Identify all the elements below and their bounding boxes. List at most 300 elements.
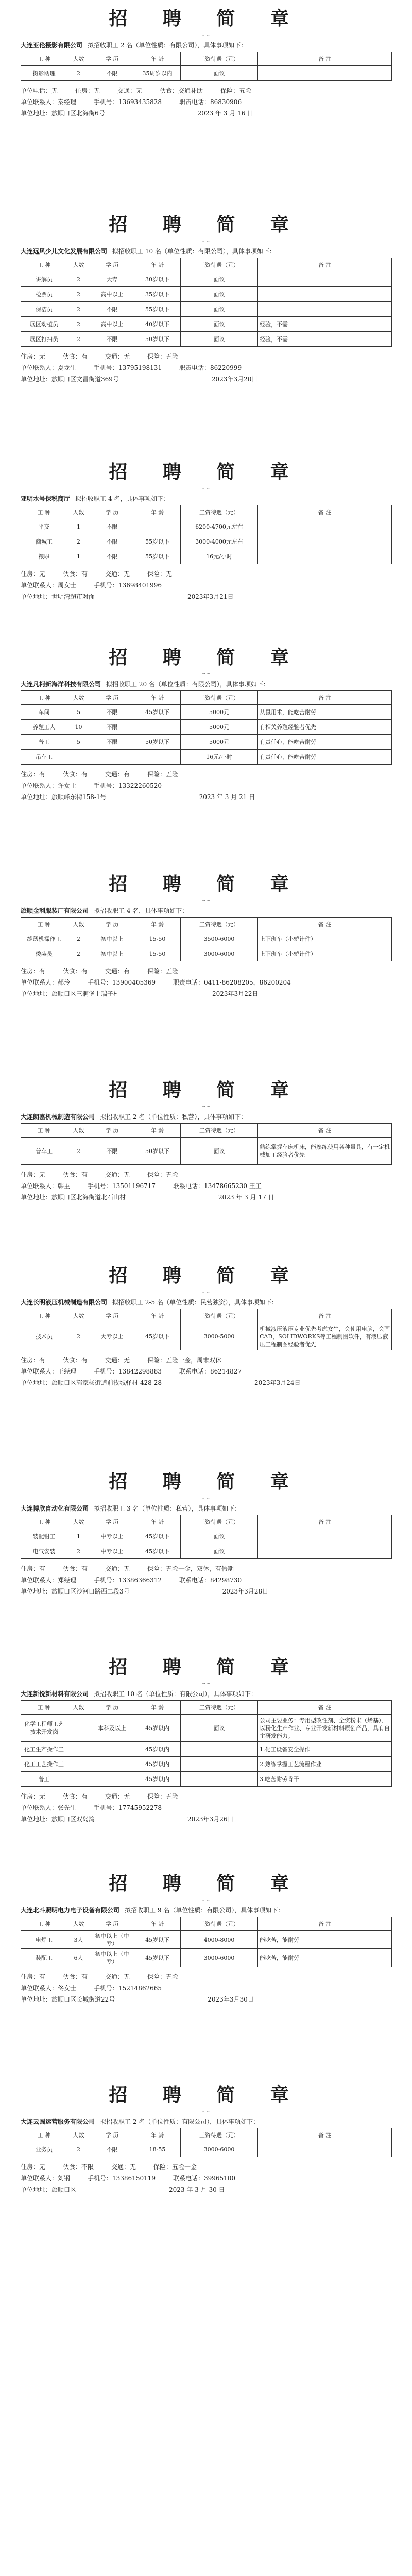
notice-intro — [21, 1502, 391, 1515]
notice-address-line — [21, 374, 391, 385]
company-name: 大连凡柯新海洋科技有限公司 — [21, 681, 101, 688]
table-cell — [67, 1742, 90, 1757]
table-cell: 15-50 — [134, 946, 181, 961]
notice-meta-item: 交通：有 — [105, 968, 130, 975]
table-cell: 面议 — [181, 1529, 258, 1544]
table-header-cell: 工 种 — [21, 1917, 67, 1931]
notice-contact-item: 职责电话：0411-86208205，86200204 — [173, 979, 291, 986]
table-cell: 面议 — [181, 66, 258, 81]
table-cell: 平交 — [21, 519, 67, 534]
table-cell — [67, 1757, 90, 1772]
table-cell — [90, 1757, 134, 1772]
table-header-cell: 备 注 — [258, 258, 392, 272]
notice-title: 招 聘 简 章 — [109, 214, 303, 235]
notice-meta-line — [21, 1169, 391, 1180]
table-cell: 45岁以下 — [134, 705, 181, 720]
table-cell: 55岁以下 — [134, 302, 181, 317]
table-cell: 2 — [67, 931, 90, 946]
notice-address-item: 单位地址：旅顺口区长城街道22号 — [21, 1996, 115, 2003]
table-row — [21, 2142, 392, 2157]
notice-contact-item: 手机号：17745952278 — [94, 1804, 162, 1811]
notice-meta-item: 交通：有 — [105, 771, 130, 778]
notice-contact-item: 单位联系人：刘钢 — [21, 2175, 71, 2182]
table-row — [21, 1931, 392, 1949]
table-cell — [258, 519, 392, 534]
title-divider-icon: ∽∽ — [201, 1290, 211, 1295]
notice-intro — [21, 245, 391, 258]
table-header-cell: 学 历 — [90, 52, 134, 66]
table-cell: 装配钳工 — [21, 1529, 67, 1544]
table-header-cell: 工 种 — [21, 691, 67, 705]
company-name: 大连远风少儿文化发展有限公司 — [21, 248, 108, 255]
table-cell: 保洁员 — [21, 302, 67, 317]
notice-meta-item: 住房：无 — [75, 87, 100, 94]
notice-contact-item: 职责电话：86220999 — [179, 364, 242, 371]
table-header-cell: 工 种 — [21, 505, 67, 519]
notice-contact-line — [21, 1574, 391, 1586]
notice-contact-line — [21, 1366, 391, 1377]
table-header-cell: 人数 — [67, 1309, 90, 1323]
company-name: 大连长明液压机械制造有限公司 — [21, 1299, 108, 1306]
company-name: 大连新悦新材料有限公司 — [21, 1690, 89, 1698]
table-cell: 面议 — [181, 1715, 258, 1742]
notice-address-item: 单位地址：旅顺峰东街158-1号 — [21, 793, 107, 801]
table-cell: 5 — [67, 705, 90, 720]
notice-meta-item: 交通：无 — [105, 570, 130, 578]
notice-contact-item: 单位联系人：郝玲 — [21, 979, 71, 986]
job-table — [21, 1917, 392, 1967]
table-cell: 大专以上 — [90, 1323, 134, 1350]
notice-title: 招 聘 简 章 — [109, 8, 303, 29]
table-cell: 上下班车（小轿计件） — [258, 946, 392, 961]
table-cell: 初中以上 — [90, 931, 134, 946]
company-name: 大连亚伦摄影有限公司 — [21, 42, 83, 49]
notice-intro — [21, 39, 391, 52]
notice-meta-line — [21, 1563, 391, 1574]
table-cell: 6人 — [67, 1949, 90, 1967]
table-cell: 不限 — [90, 549, 134, 564]
recruitment-notice — [21, 2081, 391, 2195]
notice-meta-line — [21, 965, 391, 977]
table-cell: 3000-6000 — [181, 1949, 258, 1967]
title-divider-icon: ∽∽ — [201, 1104, 211, 1110]
notice-contact-item: 手机号：13693435828 — [94, 98, 162, 106]
job-table — [21, 258, 392, 347]
notice-contact-item: 单位联系人：夏龙生 — [21, 364, 77, 371]
table-cell: 3.吃苦耐劳肯干 — [258, 1772, 392, 1787]
notice-contact-line — [21, 2173, 391, 2184]
title-divider-icon: ∽∽ — [201, 2109, 211, 2114]
table-header-cell: 年 龄 — [134, 1309, 181, 1323]
table-cell: 50岁以下 — [134, 735, 181, 750]
table-row — [21, 287, 392, 302]
notice-address-item: 2023 年 3 月 16 日 — [197, 110, 254, 117]
table-cell: 不限 — [90, 1138, 134, 1165]
table-cell: 本科及以上 — [90, 1715, 134, 1742]
company-name: 大连北斗照明电力电子设备有限公司 — [21, 1907, 120, 1914]
table-header-cell: 工资待遇（元） — [181, 258, 258, 272]
recruitment-notice — [21, 1077, 391, 1203]
table-cell: 2 — [67, 272, 90, 287]
notice-meta-item: 住房：有 — [21, 1565, 46, 1572]
recruitment-notice — [21, 644, 391, 803]
notice-contact-line — [21, 780, 391, 791]
table-cell: 高中以上 — [90, 317, 134, 332]
table-header-cell: 学 历 — [90, 258, 134, 272]
table-header-cell: 工资待遇（元） — [181, 2128, 258, 2142]
table-header-row — [21, 1917, 392, 1931]
table-cell: 面议 — [181, 302, 258, 317]
notice-address-item: 2023年3月24日 — [254, 1379, 301, 1386]
table-row — [21, 1772, 392, 1787]
notice-address-line — [21, 791, 391, 803]
table-cell — [258, 287, 392, 302]
table-row — [21, 1138, 392, 1165]
notice-contact-item: 手机号：13386150119 — [88, 2175, 156, 2182]
notice-address-item: 单位地址：旅顺口区三涧堡上瑞子村 — [21, 990, 120, 997]
notice-address-line — [21, 108, 391, 119]
notice-meta-item: 交通：无 — [105, 1973, 130, 1980]
notice-address-item: 单位地址：世明湾超市对面 — [21, 593, 95, 600]
title-divider-icon: ∽∽ — [201, 239, 211, 244]
table-header-cell: 工 种 — [21, 918, 67, 931]
table-row — [21, 705, 392, 720]
table-header-row — [21, 2128, 392, 2142]
table-cell: 有相关养殖经验者优先 — [258, 720, 392, 735]
table-cell: 5000元 — [181, 705, 258, 720]
table-cell: 18-55 — [134, 2142, 181, 2157]
table-row — [21, 931, 392, 946]
table-row — [21, 519, 392, 534]
table-cell: 2 — [67, 332, 90, 347]
intro-text: 拟招收职工 2 名（单位性质：有限公司），具体事项如下： — [88, 42, 247, 49]
table-cell: 2 — [67, 1138, 90, 1165]
notice-meta-item: 伙食：交通补助 — [160, 87, 203, 94]
company-name: 旅顺金利服装厂有限公司 — [21, 907, 89, 914]
table-header-cell: 备 注 — [258, 1309, 392, 1323]
table-cell: 能吃苦，能耐劳 — [258, 1949, 392, 1967]
notice-title: 招 聘 简 章 — [109, 873, 303, 895]
table-cell: 45岁以内 — [134, 1742, 181, 1757]
table-row — [21, 302, 392, 317]
notice-meta-item: 伙食：有 — [63, 353, 88, 360]
table-header-cell: 工资待遇（元） — [181, 1515, 258, 1529]
table-cell: 15-50 — [134, 931, 181, 946]
notice-meta-item: 伙食：有 — [63, 1565, 88, 1572]
table-row — [21, 549, 392, 564]
table-cell: 大专 — [90, 272, 134, 287]
table-row — [21, 332, 392, 347]
notice-meta-item: 保险：五险 — [147, 1171, 179, 1178]
table-row — [21, 1715, 392, 1742]
table-cell: 2 — [67, 302, 90, 317]
table-header-cell: 年 龄 — [134, 1515, 181, 1529]
table-cell: 有责任心，能吃苦耐劳 — [258, 735, 392, 750]
table-cell — [67, 1772, 90, 1787]
notice-meta-item: 保险：五险 — [147, 1793, 179, 1800]
table-cell: 45岁以内 — [134, 1757, 181, 1772]
table-header-cell: 学 历 — [90, 1515, 134, 1529]
notice-meta-item: 住房：无 — [21, 1171, 46, 1178]
notice-title: 招 聘 简 章 — [109, 1079, 303, 1101]
notice-contact-item: 单位联系人：佟女士 — [21, 1985, 77, 1992]
title-divider-icon: ∽∽ — [201, 1897, 211, 1903]
notice-intro — [21, 1111, 391, 1123]
notice-contact-item: 手机号：13322260520 — [94, 782, 162, 789]
table-cell: 检票员 — [21, 287, 67, 302]
table-header-cell: 工资待遇（元） — [181, 1917, 258, 1931]
table-cell: 经验，不需 — [258, 332, 392, 347]
notice-contact-item: 联系电话：84298730 — [179, 1577, 242, 1584]
notice-contact-item: 单位联系人：韩主 — [21, 1182, 71, 1190]
table-cell: 机械液压液压专业优先考虑女生，会使用电脑，会画CAD，SOLIDWORKS等工程制图软件，有液压液压工程制图经验者优先 — [258, 1323, 392, 1350]
table-cell — [134, 519, 181, 534]
table-cell: 缝纫机操作工 — [21, 931, 67, 946]
notice-meta-item: 保险：五险 — [147, 353, 179, 360]
notice-contact-item: 职责电话：86830906 — [179, 98, 242, 106]
table-cell — [258, 66, 392, 81]
table-cell: 高中以上 — [90, 287, 134, 302]
table-cell: 面议 — [181, 1544, 258, 1559]
notice-meta-item: 交通：无 — [111, 2163, 136, 2171]
table-cell: 能吃苦，能耐劳 — [258, 1931, 392, 1949]
table-cell: 2 — [67, 287, 90, 302]
table-cell: 展区打扫员 — [21, 332, 67, 347]
title-divider-icon: ∽∽ — [201, 671, 211, 677]
table-cell — [90, 1742, 134, 1757]
notice-meta-line — [21, 85, 391, 96]
table-cell: 3000-6000 — [181, 2142, 258, 2157]
job-table — [21, 1309, 392, 1350]
table-header-cell: 工资待遇（元） — [181, 691, 258, 705]
table-cell: 吊车工 — [21, 750, 67, 765]
table-header-cell: 备 注 — [258, 1701, 392, 1715]
table-cell: 45岁以下 — [134, 1931, 181, 1949]
table-cell: 45岁以下 — [134, 1323, 181, 1350]
notice-meta-item: 保险：五险一金，双休，有假期 — [147, 1565, 234, 1572]
notice-address-item: 2023年3月21日 — [187, 593, 234, 600]
table-cell: 化工生产操作工 — [21, 1742, 67, 1757]
table-header-cell: 人数 — [67, 1701, 90, 1715]
notice-contact-item: 单位联系人：周女士 — [21, 582, 77, 589]
notice-contact-line — [21, 362, 391, 374]
job-table — [21, 1515, 392, 1559]
notice-title: 招 聘 简 章 — [109, 1873, 303, 1894]
table-header-cell: 备 注 — [258, 2128, 392, 2142]
notice-address-item: 2023年3月30日 — [208, 1996, 254, 2003]
table-cell — [258, 302, 392, 317]
table-cell: 熟练掌握车床机床，能熟练使用各种量具，有一定机械加工经验者优先 — [258, 1138, 392, 1165]
job-table — [21, 690, 392, 765]
table-cell: 展区动植员 — [21, 317, 67, 332]
notice-address-item: 2023 年 3 月 21 日 — [199, 793, 255, 801]
table-header-row — [21, 691, 392, 705]
table-cell: 45岁以下 — [134, 1949, 181, 1967]
notice-title: 招 聘 简 章 — [109, 1265, 303, 1286]
table-row — [21, 1757, 392, 1772]
notice-meta-item: 伙食：有 — [63, 1357, 88, 1364]
notice-contact-item: 单位联系人：王经理 — [21, 1368, 77, 1375]
table-cell: 面议 — [181, 272, 258, 287]
table-cell: 10 — [67, 720, 90, 735]
table-cell — [90, 750, 134, 765]
notice-meta-item: 住房：无 — [21, 2163, 46, 2171]
table-header-cell: 备 注 — [258, 505, 392, 519]
table-cell: 3000-6000 — [181, 946, 258, 961]
notice-contact-item: 手机号：13386366312 — [94, 1577, 162, 1584]
job-table — [21, 1123, 392, 1165]
notice-address-item: 单位地址：旅顺口区郭家杨街道前牧城驿村 428-28 — [21, 1379, 162, 1386]
table-header-cell: 学 历 — [90, 918, 134, 931]
table-cell: 从鼠用术，能吃苦耐劳 — [258, 705, 392, 720]
intro-text: 拟招收职工 2 名（单位性质：有限公司），具体事项如下： — [100, 2118, 260, 2125]
table-header-cell: 工 种 — [21, 1309, 67, 1323]
notice-meta-item: 伙食：有 — [63, 968, 88, 975]
notice-meta-item: 单位电话：无 — [21, 87, 58, 94]
notice-contact-item: 手机号：13795198131 — [94, 364, 162, 371]
table-cell: 化学工程师工艺技术开发岗 — [21, 1715, 67, 1742]
table-cell: 不限 — [90, 302, 134, 317]
notice-contact-item: 单位联系人：郑经理 — [21, 1577, 77, 1584]
table-header-cell: 备 注 — [258, 1124, 392, 1138]
table-header-cell: 学 历 — [90, 1309, 134, 1323]
notice-meta-line — [21, 2161, 391, 2173]
table-header-cell: 备 注 — [258, 1917, 392, 1931]
table-cell: 讲解员 — [21, 272, 67, 287]
notice-meta-item: 交通：无 — [105, 1793, 130, 1800]
table-row — [21, 1323, 392, 1350]
notice-meta-item: 交通：无 — [105, 1171, 130, 1178]
table-header-cell: 年 龄 — [134, 505, 181, 519]
notice-meta-item: 交通：无 — [117, 87, 143, 94]
table-cell: 技术员 — [21, 1323, 67, 1350]
table-header-cell: 年 龄 — [134, 52, 181, 66]
table-cell: 40岁以下 — [134, 317, 181, 332]
notice-address-item: 单位地址：旅顺口区北海街6号 — [21, 110, 105, 117]
table-cell — [258, 1544, 392, 1559]
notice-address-line — [21, 1377, 391, 1388]
table-header-row — [21, 1515, 392, 1529]
notice-meta-item: 伙食：有 — [63, 1171, 88, 1178]
table-cell: 不限 — [90, 534, 134, 549]
notice-address-item: 单位地址：旅顺口区双岛湾 — [21, 1816, 95, 1823]
notice-contact-line — [21, 580, 391, 591]
job-table — [21, 917, 392, 961]
recruitment-notice — [21, 1870, 391, 2005]
notice-meta-item: 保险：五险一金，周末双休 — [147, 1357, 222, 1364]
table-header-cell: 工资待遇（元） — [181, 918, 258, 931]
title-divider-icon: ∽∽ — [201, 486, 211, 492]
table-header-cell: 学 历 — [90, 1124, 134, 1138]
table-row — [21, 1949, 392, 1967]
table-header-cell: 备 注 — [258, 918, 392, 931]
table-cell: 5000元 — [181, 720, 258, 735]
table-cell: 2 — [67, 946, 90, 961]
table-header-cell: 学 历 — [90, 1917, 134, 1931]
table-cell: 2 — [67, 317, 90, 332]
table-header-row — [21, 1309, 392, 1323]
table-header-cell: 人数 — [67, 505, 90, 519]
table-cell: 2 — [67, 66, 90, 81]
recruitment-notice — [21, 1262, 391, 1388]
table-header-cell: 学 历 — [90, 691, 134, 705]
notice-contact-item: 手机号：13698401996 — [94, 582, 162, 589]
table-cell: 摄影助理 — [21, 66, 67, 81]
notice-address-item: 2023 年 3 月 30 日 — [169, 2186, 225, 2193]
title-divider-icon: ∽∽ — [201, 1496, 211, 1501]
table-cell: 不限 — [90, 66, 134, 81]
table-cell: 不限 — [90, 332, 134, 347]
table-cell — [258, 549, 392, 564]
table-cell: 商城工 — [21, 534, 67, 549]
table-header-cell: 工 种 — [21, 1124, 67, 1138]
table-row — [21, 1544, 392, 1559]
notice-meta-item: 保险：无 — [147, 570, 173, 578]
table-header-cell: 工 种 — [21, 1515, 67, 1529]
notice-intro — [21, 1688, 391, 1700]
table-cell: 55岁以下 — [134, 549, 181, 564]
intro-text: 拟招收职工 3 名（单位性质：私营），具体事项如下： — [94, 1505, 241, 1512]
table-header-cell: 人数 — [67, 1917, 90, 1931]
table-cell: 中专以上 — [90, 1529, 134, 1544]
notice-meta-item: 住房：有 — [21, 771, 46, 778]
notice-meta-item: 住房：无 — [21, 353, 46, 360]
notice-contact-line — [21, 1982, 391, 1994]
table-cell: 16元/小时 — [181, 549, 258, 564]
notice-meta-item: 伙食：有 — [63, 1793, 88, 1800]
notice-intro — [21, 1296, 391, 1309]
table-cell: 2 — [67, 1323, 90, 1350]
table-cell: 45岁以下 — [134, 1529, 181, 1544]
notice-intro — [21, 678, 391, 690]
table-header-row — [21, 52, 392, 66]
table-cell: 装配工 — [21, 1949, 67, 1967]
notice-meta-item: 保险：五险 — [147, 968, 179, 975]
table-header-cell: 工 种 — [21, 52, 67, 66]
table-header-cell: 备 注 — [258, 52, 392, 66]
notice-intro — [21, 493, 391, 505]
table-cell — [134, 750, 181, 765]
notice-meta-item: 交通：无 — [105, 1565, 130, 1572]
table-row — [21, 534, 392, 549]
table-header-cell: 人数 — [67, 258, 90, 272]
table-header-cell: 人数 — [67, 2128, 90, 2142]
table-cell: 普车工 — [21, 1138, 67, 1165]
notice-contact-line — [21, 1180, 391, 1192]
notice-contact-item: 单位联系人：许女士 — [21, 782, 77, 789]
notice-meta-item: 保险：五险 — [147, 771, 179, 778]
notice-title: 招 聘 简 章 — [109, 647, 303, 668]
notice-meta-line — [21, 351, 391, 362]
intro-text: 拟招收职工 10 名（单位性质：有限公司），具体事项如下： — [112, 248, 276, 255]
table-cell: 2 — [67, 534, 90, 549]
table-cell: 上下班车（小轿计件） — [258, 931, 392, 946]
notice-contact-item: 手机号：13501196717 — [88, 1182, 156, 1190]
table-cell: 30岁以下 — [134, 272, 181, 287]
notice-address-item: 2023年3月28日 — [222, 1588, 269, 1595]
notice-contact-item: 手机号：15214862665 — [94, 1985, 162, 1992]
table-cell: 电焊工 — [21, 1931, 67, 1949]
notice-meta-item: 住房：有 — [21, 968, 46, 975]
table-header-cell: 年 龄 — [134, 2128, 181, 2142]
notice-meta-item: 交通：无 — [105, 353, 130, 360]
notice-address-item: 2023年3月22日 — [212, 990, 259, 997]
table-header-cell: 工 种 — [21, 258, 67, 272]
table-cell: 普工 — [21, 1772, 67, 1787]
table-header-cell: 人数 — [67, 52, 90, 66]
notice-contact-item: 手机号：13842298883 — [94, 1368, 162, 1375]
table-cell: 55岁以下 — [134, 534, 181, 549]
